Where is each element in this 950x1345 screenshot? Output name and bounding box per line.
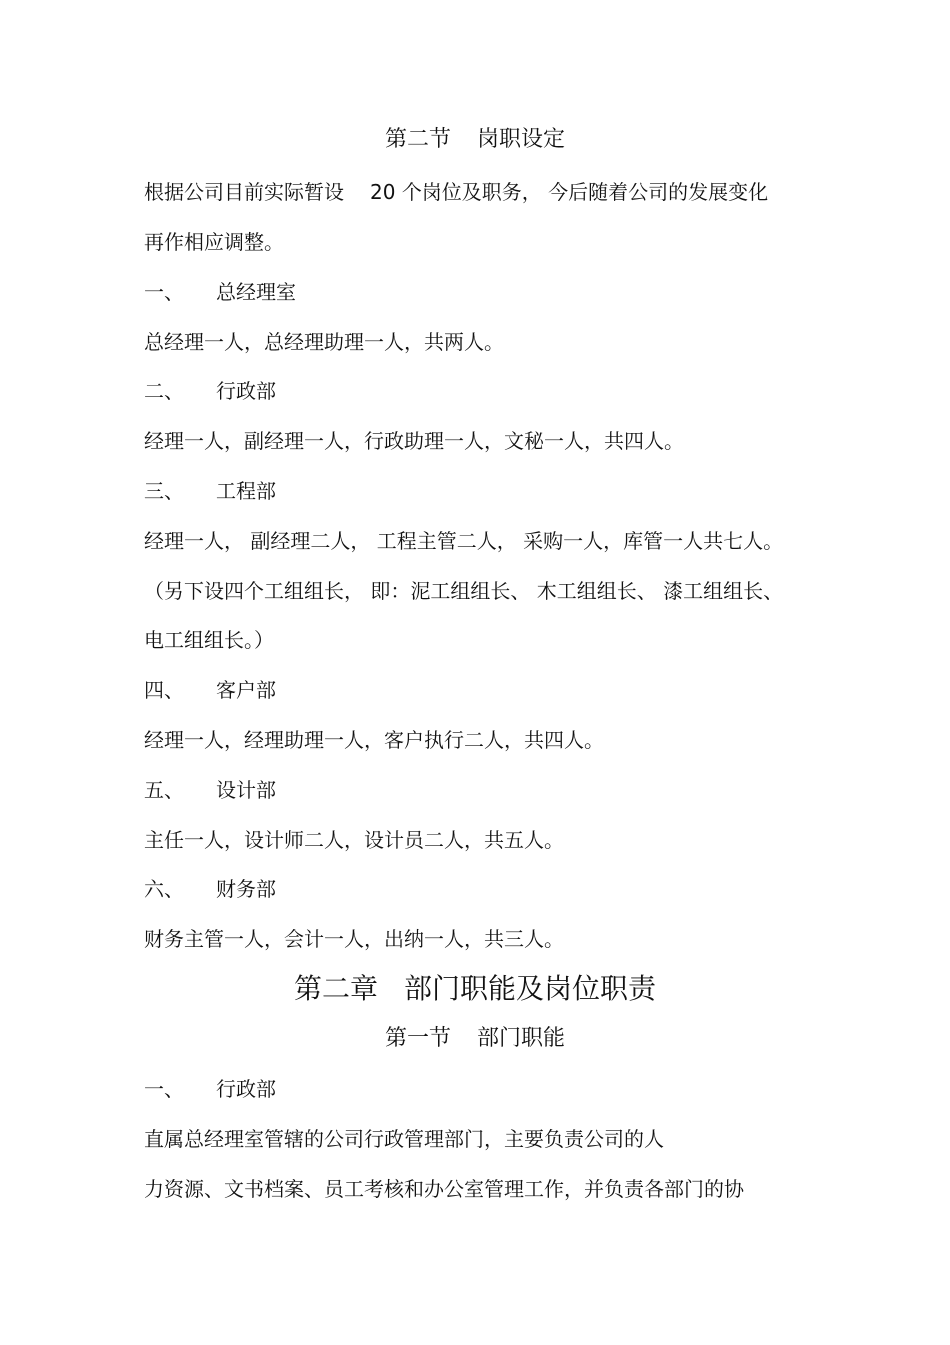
chapter-number: 第二章	[293, 972, 378, 1005]
chapter-title	[0, 972, 950, 1006]
section-number: 第一节	[384, 1026, 451, 1051]
dept-heading	[144, 1076, 910, 1102]
section-title	[0, 127, 950, 153]
dept-number: 一、	[144, 1077, 184, 1101]
dept-heading	[144, 677, 910, 703]
dept-number: 一、	[144, 280, 184, 304]
intro-count: 20	[370, 180, 396, 204]
dept-heading	[144, 478, 910, 504]
dept-name: 客户部	[216, 678, 276, 702]
dept-name: 总经理室	[216, 280, 296, 304]
dept-name: 工程部	[216, 479, 276, 503]
dept-number: 四、	[144, 678, 184, 702]
dept-heading	[144, 777, 910, 803]
dept-heading	[144, 378, 910, 404]
dept-description: 电工组组长。）	[144, 628, 274, 652]
dept-description: 主任一人，设计师二人，设计员二人，共五人。	[144, 828, 564, 852]
dept-description: 直属总经理室管辖的公司行政管理部门，主要负责公司的人	[144, 1127, 664, 1151]
intro-text-1: 根据公司目前实际暂设	[144, 180, 344, 204]
dept-description: 经理一人，副经理一人，行政助理一人，文秘一人，共四人。	[144, 429, 684, 453]
dept-description: 经理一人，经理助理一人，客户执行二人，共四人。	[144, 728, 604, 752]
dept-description: （另下设四个工组组长， 即：泥工组组长、 木工组组长、 漆工组组长、	[144, 579, 784, 603]
dept-heading	[144, 279, 910, 305]
intro-text-3: 今后随着公司的发展变化	[548, 180, 769, 204]
section-number: 第二节	[384, 127, 451, 152]
dept-description: 总经理一人，总经理助理一人，共两人。	[144, 330, 504, 354]
dept-description: 经理一人， 副经理二人， 工程主管二人， 采购一人，库管一人共七人。	[144, 529, 784, 553]
dept-name: 行政部	[216, 379, 276, 403]
dept-name: 行政部	[216, 1077, 276, 1101]
section-heading: 岗职设定	[477, 127, 566, 152]
dept-number: 二、	[144, 379, 184, 403]
intro-paragraph	[144, 179, 910, 205]
dept-description: 力资源、文书档案、员工考核和办公室管理工作，并负责各部门的协	[144, 1177, 744, 1201]
dept-description: 财务主管一人，会计一人，出纳一人，共三人。	[144, 927, 564, 951]
dept-name: 设计部	[216, 778, 276, 802]
section-heading: 部门职能	[477, 1026, 566, 1051]
dept-number: 三、	[144, 479, 184, 503]
dept-number: 五、	[144, 778, 184, 802]
section-title	[0, 1026, 950, 1052]
intro-line-2: 再作相应调整。	[144, 230, 284, 254]
chapter-heading: 部门职能及岗位职责	[404, 972, 657, 1005]
intro-text-2: 个岗位及职务，	[401, 180, 542, 204]
dept-heading	[144, 876, 910, 902]
dept-number: 六、	[144, 877, 184, 901]
dept-name: 财务部	[216, 877, 276, 901]
